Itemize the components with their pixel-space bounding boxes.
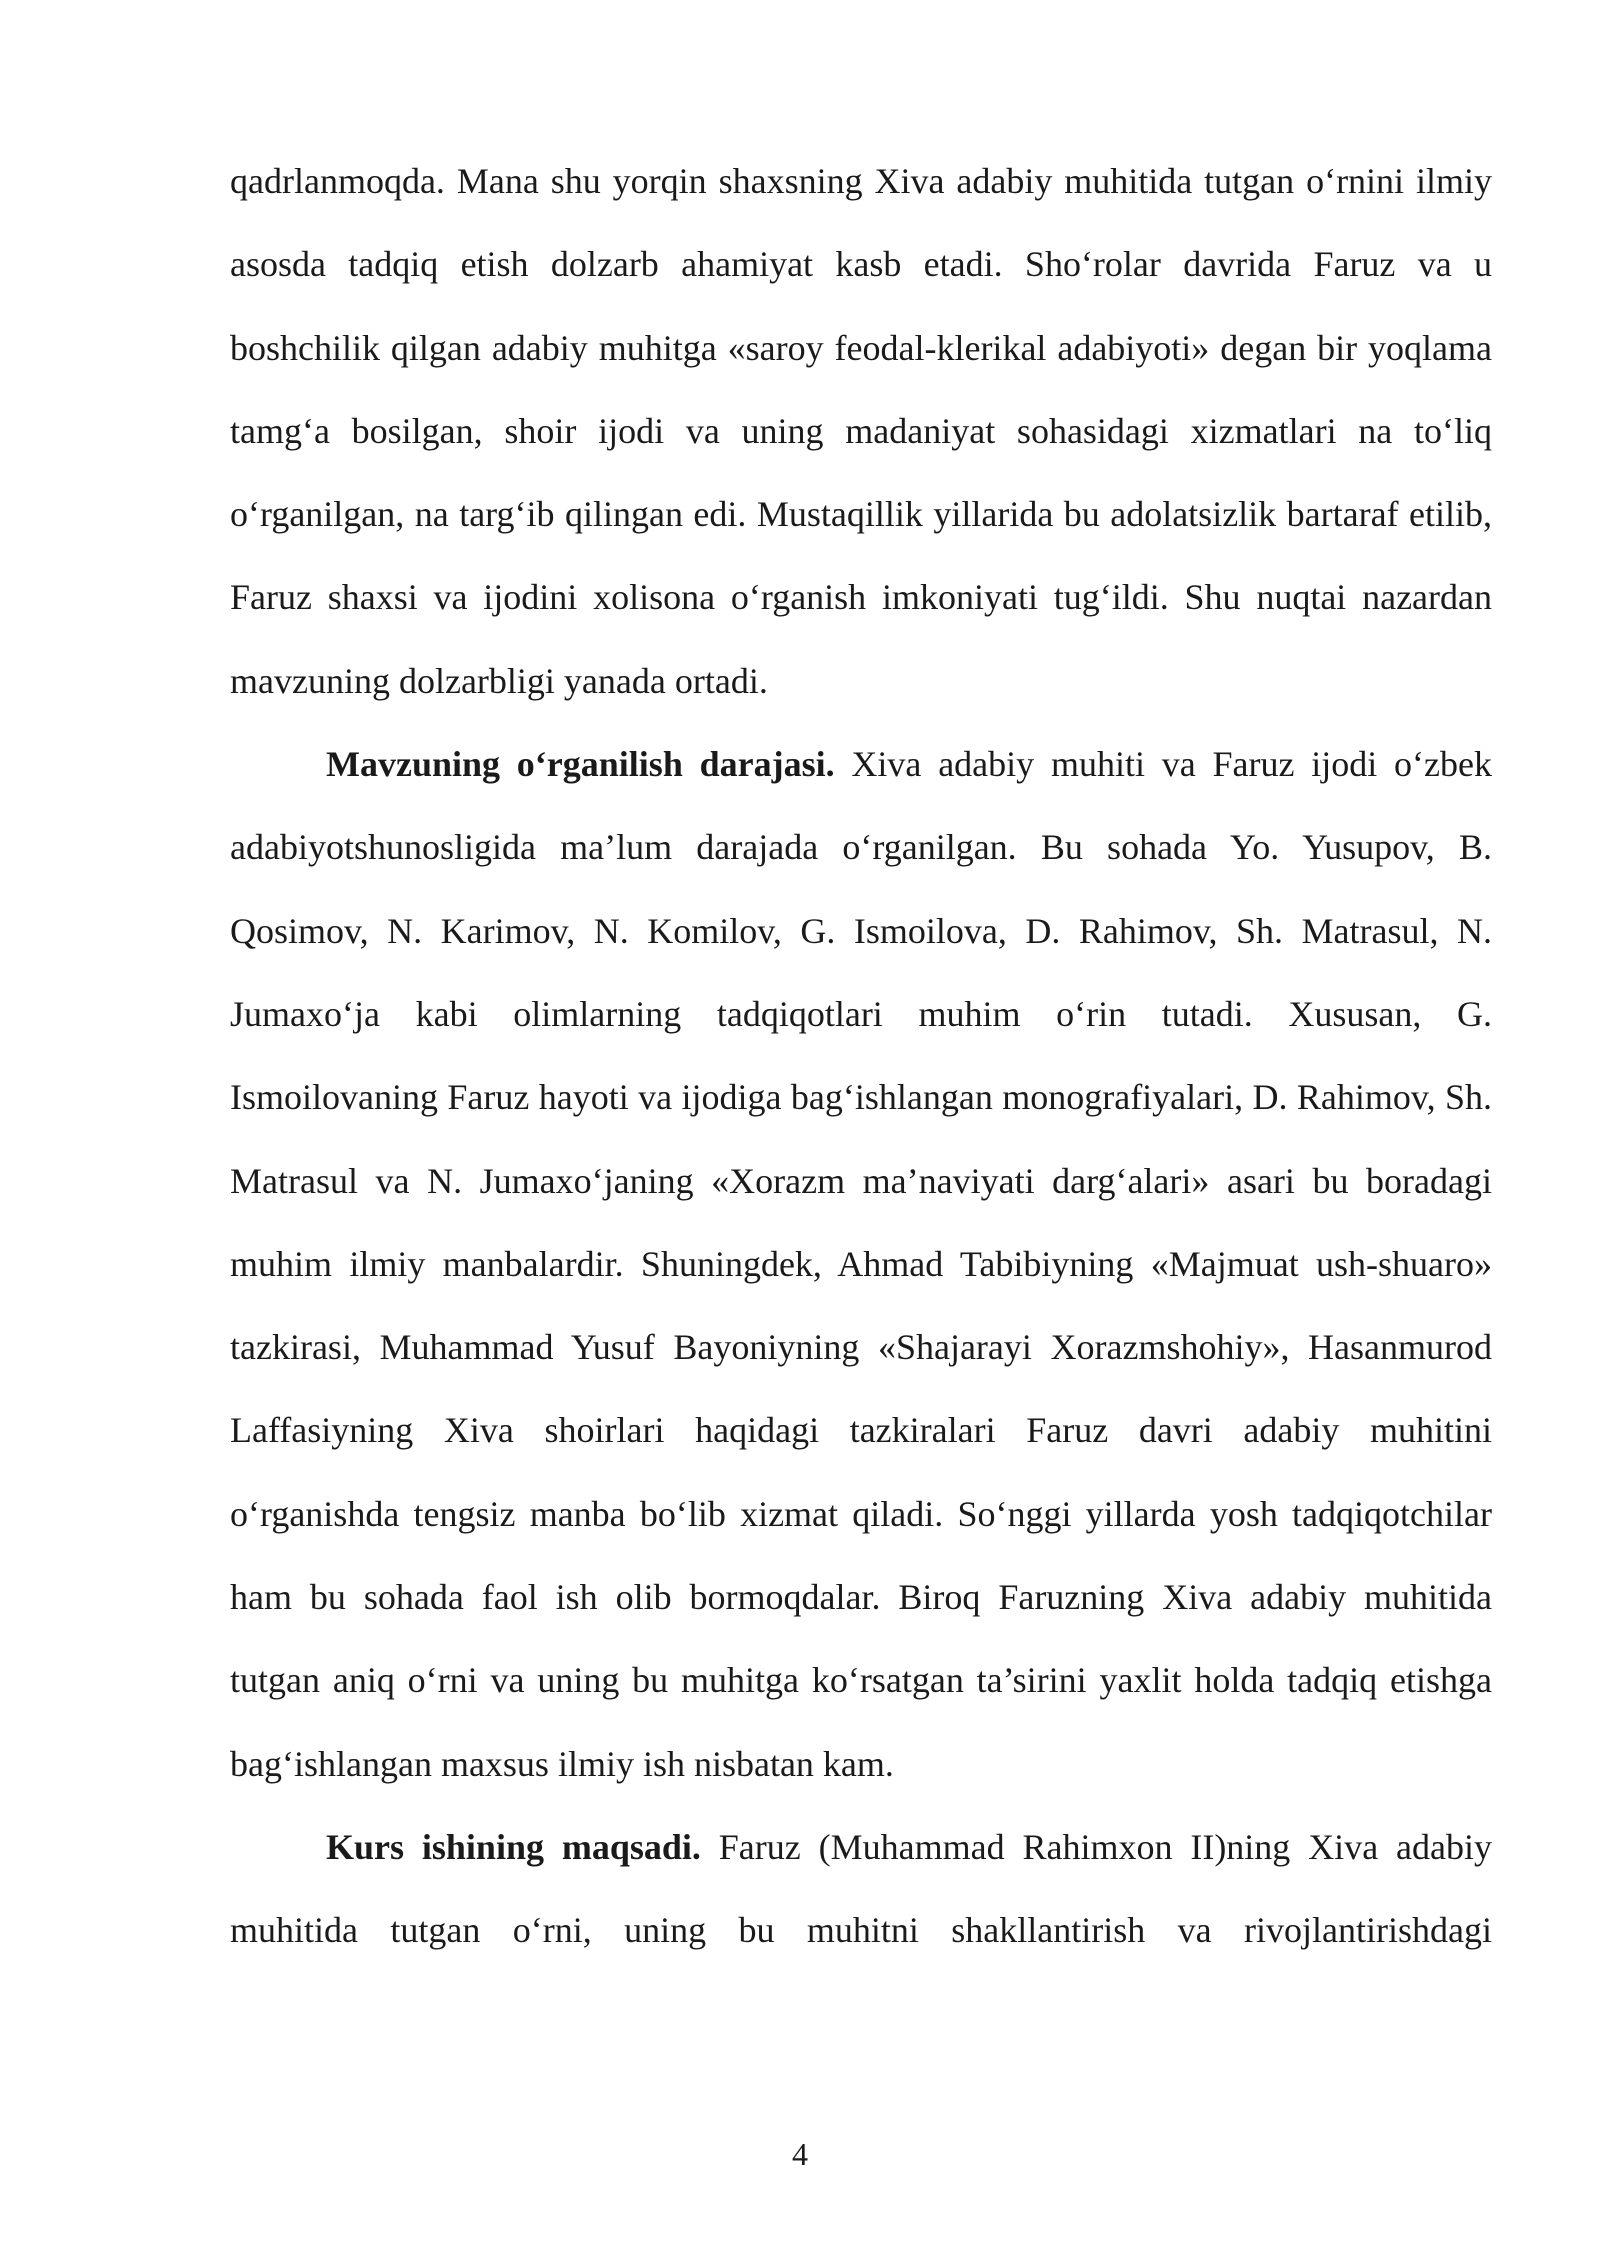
paragraph-heading: Mavzuning o‘rganilish darajasi. bbox=[326, 744, 835, 785]
paragraph-intro-continuation bbox=[230, 140, 1492, 723]
paragraph-text: qadrlanmoqda. Mana shu yorqin shaxsning Xiva adabiy muhitida tutgan o‘rnini ilmiy asosda tadqiq etish dolzarb ahamiyat kasb etadi. Sho‘rolar davrida Faruz va u boshchilik qilgan adabiy muhitga «saroy feodal-klerikal adabiyoti» degan bir yoqlama tamg‘a bosilgan, shoir ijodi va uning madaniyat sohasidagi xizmatlari na to‘liq o‘rganilgan, na targ‘ib qilingan edi. Mustaqillik yillarida bu adolatsizlik bartaraf etilib, Faruz shaxsi va ijodini xolisona o‘rganish imkoniyati tug‘ildi. Shu nuqtai nazardan mavzuning dolzarbligi yanada ortadi. bbox=[230, 161, 1492, 701]
paragraph-text: Faruz (Muhammad Rahimxon II)ning Xiva adabiy muhitida tutgan o‘rni, uning bu muhitni shakllantirish va rivojlantirishdagi bbox=[230, 1826, 1493, 1951]
page-number: 4 bbox=[792, 2136, 808, 2172]
paragraph-course-goal bbox=[230, 1806, 1492, 1973]
paragraph-text: Xiva adabiy muhiti va Faruz ijodi o‘zbek adabiyotshunosligida ma’lum darajada o‘rganilgan. Bu sohada Yo. Yusupov, B. Qosimov, N. Karimov, N. Komilov, G. Ismoilova, D. Rahimov, Sh. Matrasul, N. Jumaxo‘ja kabi olimlarning tadqiqotlari muhim o‘rin tutadi. Xususan, G. Ismoilovaning Faruz hayoti va ijodiga bag‘ishlangan monografiyalari, D. Rahimov, Sh. Matrasul va N. Jumaxo‘janing «Xorazm ma’naviyati darg‘alari» asari bu boradagi muhim ilmiy manbalardir. Shuningdek, Ahmad Tabibiyning «Majmuat ush-shuaro» tazkirasi, Muhammad Yusuf Bayoniyning «Shajarayi Xorazmshohiy», Hasanmurod Laffasiyning Xiva shoirlari haqidagi tazkiralari Faruz davri adabiy muhitini o‘rganishda tengsiz manba bo‘lib xizmat qiladi. So‘nggi yillarda yosh tadqiqotchilar ham bu sohada faol ish olib bormoqdalar. Biroq Faruzning Xiva adabiy muhitida tutgan aniq o‘rni va uning bu muhitga ko‘rsatgan ta’sirini yaxlit holda tadqiq etishga bag‘ishlangan maxsus ilmiy ish nisbatan kam. bbox=[230, 744, 1492, 1784]
paragraph-study-level bbox=[230, 723, 1492, 1806]
document-body bbox=[230, 140, 1492, 1973]
paragraph-heading: Kurs ishining maqsadi. bbox=[326, 1826, 701, 1867]
